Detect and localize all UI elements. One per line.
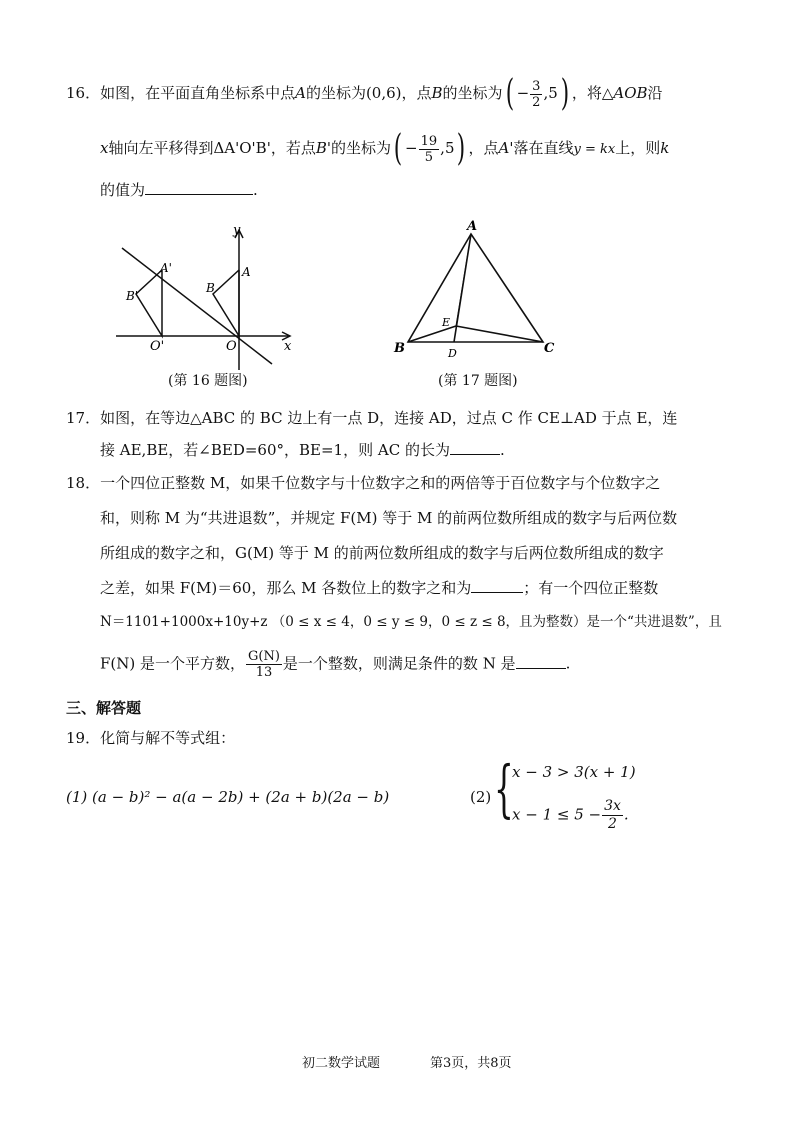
q18-line-1: 18．一个四位正整数 M，如果千位数字与十位数字之和的两倍等于百位数字与个位数字之 [66,474,661,492]
label-O: O [226,339,237,354]
label-D: D [448,347,457,358]
q16-line-3: 的值为 . [100,181,258,199]
system-brace: { [494,752,514,825]
q17-line-1: 17．如图，在等边△ABC 的 BC 边上有一点 D，连接 AD，过点 C 作 CE⊥AD 于点 E，连 [66,409,678,427]
label-C: C [544,341,555,356]
answer-blank-16[interactable] [145,180,253,195]
q17-line-2: 接 AE,BE，若∠BED=60°，BE=1，则 AC 的长为 . [100,441,505,459]
label-B-prime: B' [126,289,139,303]
label-O-prime: O' [150,339,165,354]
answer-blank-18b[interactable] [516,654,566,669]
fraction-19-5: $\frac{19}{5}$ [420,133,438,165]
answer-blank-18a[interactable] [471,578,523,593]
figure-17-caption: (第 17 题图) [438,373,518,389]
label-y: y [233,223,241,238]
label-A: A [467,219,478,234]
q18-line-3: 所组成的数字之和，G(M) 等于 M 的前两位数所组成的数字与后两位数所组成的数字 [100,544,664,562]
triangle-ABC [408,234,543,342]
q19-part-2-eq2: x − 1 ≤ 5 − $\frac{3x}{2}$ . [512,798,629,832]
q18-line-2: 和，则称 M 为“共进退数”，并规定 F(M) 等于 M 的前两位数所组成的数字与后两位数 [100,509,678,527]
figure-16 [110,222,300,372]
q18-line-5: N＝1101+1000x+10y+z （0 ≤ x ≤ 4，0 ≤ y ≤ 9，0 ≤ z ≤ 8，且为整数）是一个“共进退数”，且 [100,614,722,630]
segment-CE [456,326,543,342]
q19-part-1: (1) (a − b)² − a(a − 2b) + (2a + b)(2a − b) [66,788,390,806]
q19-part-2-label: (2) [470,788,492,806]
label-B: B [394,341,405,356]
footer-page-number: 第3页，共8页 [430,1056,512,1071]
fraction-3-2: $\frac{3}{2}$ [532,78,541,110]
q18-line-6: F(N) 是一个平方数， $\frac{G(N)}{13}$ 是一个整数，则满足条件的数 N 是 . [100,649,571,680]
label-x: x [284,339,292,354]
triangle-ApOpBp [136,270,162,336]
q16-line-1: 16．如图，在平面直角坐标系中点A的坐标为(0,6)，点B的坐标为( − $\frac{3}{2}$ ,5) ，将△AOB沿 [66,73,663,114]
q19-title: 19．化简与解不等式组： [66,729,236,747]
label-E: E [442,316,451,329]
q18-line-4: 之差，如果 F(M)＝60，那么 M 各数位上的数字之和为 ；有一个四位正整数 [100,579,659,597]
figure-16-caption: (第 16 题图) [168,373,248,389]
label-A-prime: A' [160,261,172,275]
fraction-3x-2: $\frac{3x}{2}$ [604,798,621,832]
fraction-GN-13: $\frac{G(N)}{13}$ [248,649,280,680]
label-B: B [206,281,215,295]
footer-subject: 初二数学试题 [302,1056,381,1071]
q16-line-2: x轴向左平移得到ΔA'O'B'，若点B'的坐标为( − $\frac{19}{5}$ ,5) ，点A'落在直线y = kx上，则k [100,128,670,169]
label-A: A [242,265,251,279]
section-3-title: 三、解答题 [66,699,142,717]
q19-part-2-eq1: x − 3 > 3(x + 1) [512,763,636,781]
figure-17 [388,218,558,358]
triangle-AOB [213,270,239,336]
answer-blank-17[interactable] [450,440,500,455]
